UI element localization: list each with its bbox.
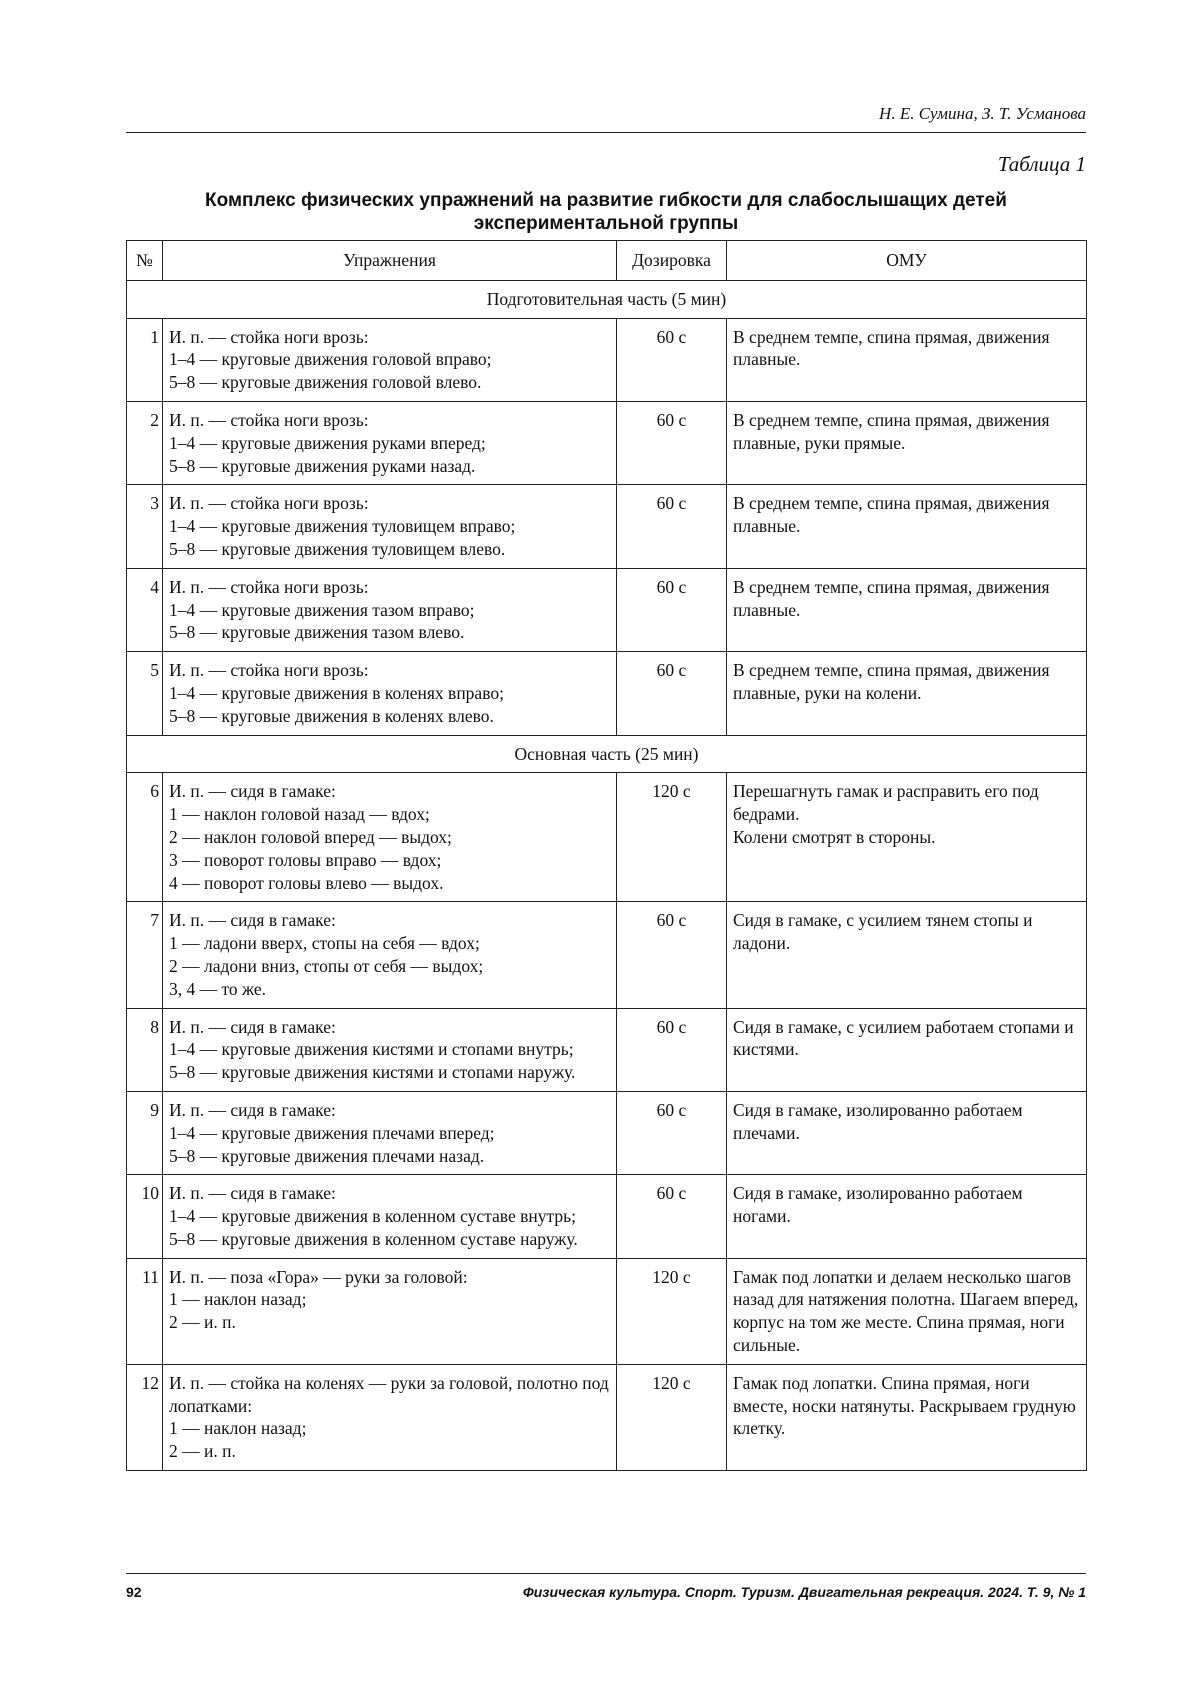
exercise-line: 1–4 — круговые движения в коленном суставе внутрь; [169, 1206, 576, 1227]
omu-line: В среднем темпе, спина прямая, движения плавные. [733, 493, 1050, 537]
exercise-line: 5–8 — круговые движения туловищем влево. [169, 538, 506, 559]
omu-line: В среднем темпе, спина прямая, движения плавные, руки на колени. [733, 660, 1050, 703]
exercise-description [163, 773, 617, 902]
omu-line: В среднем темпе, спина прямая, движения плавные. [733, 326, 1050, 370]
exercise-number: 7 [127, 902, 163, 1008]
section-title: Подготовительная часть (5 мин) [127, 280, 1087, 318]
exercise-line: 5–8 — круговые движения головой влево. [169, 372, 482, 393]
exercise-number: 10 [127, 1175, 163, 1258]
exercise-dose: 60 с [617, 401, 727, 484]
exercise-line: 1–4 — круговые движения руками вперед; [169, 432, 486, 453]
table-body [127, 280, 1087, 1470]
exercise-line: 1–4 — круговые движения в коленях вправо; [169, 682, 504, 703]
exercise-omu [727, 652, 1087, 735]
table-header-row [127, 241, 1087, 281]
exercise-dose: 120 с [617, 773, 727, 902]
exercise-line: 5–8 — круговые движения тазом влево. [169, 622, 465, 643]
exercise-line: 1 — ладони вверх, стопы на себя — вдох; [169, 933, 480, 954]
exercise-line: 5–8 — круговые движения кистями и стопами наружу. [169, 1062, 576, 1083]
exercise-line: И. п. — сидя в гамаке: [169, 1099, 336, 1120]
exercise-number: 2 [127, 401, 163, 484]
exercise-number: 12 [127, 1364, 163, 1470]
exercise-line: И. п. — стойка ноги врозь: [169, 326, 369, 347]
exercise-dose: 60 с [617, 318, 727, 401]
exercise-line: 1 — наклон головой назад — вдох; [169, 804, 430, 825]
table-row [127, 318, 1087, 401]
exercise-dose: 60 с [617, 652, 727, 735]
exercise-line: И. п. — стойка ноги врозь: [169, 660, 369, 681]
exercise-omu [727, 568, 1087, 651]
exercise-line: 5–8 — круговые движения в коленном суставе наружу. [169, 1228, 578, 1249]
exercise-omu [727, 1091, 1087, 1174]
exercise-dose: 120 с [617, 1258, 727, 1364]
table-row [127, 485, 1087, 568]
exercise-dose: 60 с [617, 902, 727, 1008]
exercise-line: И. п. — сидя в гамаке: [169, 1016, 336, 1037]
exercise-omu [727, 1364, 1087, 1470]
table-row [127, 902, 1087, 1008]
exercise-line: 3 — поворот головы вправо — вдох; [169, 849, 442, 870]
exercise-line: 1–4 — круговые движения тазом вправо; [169, 599, 475, 620]
exercise-number: 5 [127, 652, 163, 735]
exercise-dose: 60 с [617, 1091, 727, 1174]
exercise-omu [727, 902, 1087, 1008]
exercise-line: 2 — наклон головой вперед — выдох; [169, 826, 452, 847]
exercise-description [163, 652, 617, 735]
exercise-line: И. п. — сидя в гамаке: [169, 781, 336, 802]
exercise-omu [727, 485, 1087, 568]
section-title: Основная часть (25 мин) [127, 735, 1087, 773]
exercise-description [163, 401, 617, 484]
exercise-dose: 60 с [617, 1175, 727, 1258]
omu-line: В среднем темпе, спина прямая, движения плавные. [733, 576, 1050, 620]
exercise-line: 5–8 — круговые движения в коленях влево. [169, 705, 494, 726]
exercise-omu [727, 401, 1087, 484]
table-row [127, 568, 1087, 651]
exercise-omu [727, 1175, 1087, 1258]
exercise-description [163, 1008, 617, 1091]
exercise-line: И. п. — сидя в гамаке: [169, 910, 336, 931]
omu-line: Гамак под лопатки и делаем несколько шагов назад для натяжения полотна. Шагаем вперед, корпус на том же месте. Спина прямая, ноги сильные. [733, 1266, 1079, 1356]
exercise-line: 4 — поворот головы влево — выдох. [169, 872, 444, 893]
table-row [127, 1175, 1087, 1258]
exercise-line: И. п. — стойка ноги врозь: [169, 409, 369, 430]
column-header-omu: ОМУ [727, 241, 1087, 281]
exercise-number: 6 [127, 773, 163, 902]
exercise-dose: 60 с [617, 1008, 727, 1091]
omu-line: В среднем темпе, спина прямая, движения плавные, руки прямые. [733, 409, 1050, 453]
exercise-line: И. п. — поза «Гора» — руки за головой: [169, 1266, 468, 1287]
table-row [127, 1008, 1087, 1091]
exercise-line: 1–4 — круговые движения туловищем вправо; [169, 516, 516, 537]
exercise-dose: 120 с [617, 1364, 727, 1470]
table-row [127, 401, 1087, 484]
column-header-exercise: Упражнения [163, 241, 617, 281]
exercise-number: 9 [127, 1091, 163, 1174]
omu-line: Сидя в гамаке, с усилием тянем стопы и ладони. [733, 910, 1033, 954]
table-title: Комплекс физических упражнений на развитие гибкости для слабослышащих детей экспериментальной группы [205, 190, 1007, 234]
exercise-description [163, 1091, 617, 1174]
exercise-line: 1 — наклон назад; [169, 1418, 307, 1439]
exercise-number: 11 [127, 1258, 163, 1364]
exercise-line: 2 — и. п. [169, 1312, 236, 1333]
exercise-table [126, 240, 1087, 1471]
table-row [127, 1091, 1087, 1174]
exercise-omu [727, 318, 1087, 401]
exercise-omu [727, 1008, 1087, 1091]
table-label: Таблица 1 [997, 152, 1086, 176]
omu-line: Колени смотрят в стороны. [733, 826, 936, 847]
exercise-omu [727, 1258, 1087, 1364]
exercise-description [163, 1175, 617, 1258]
omu-line: Перешагнуть гамак и расправить его под бедрами. [733, 781, 1039, 825]
footer-divider [126, 1573, 1086, 1574]
exercise-line: 2 — ладони вниз, стопы от себя — выдох; [169, 955, 484, 976]
exercise-number: 4 [127, 568, 163, 651]
exercise-line: И. п. — сидя в гамаке: [169, 1183, 336, 1204]
column-header-num: № [127, 241, 163, 281]
section-row [127, 735, 1087, 773]
omu-line: Сидя в гамаке, изолированно работаем ногами. [733, 1183, 1023, 1227]
omu-line: Гамак под лопатки. Спина прямая, ноги вместе, носки натянуты. Раскрываем грудную клетку. [733, 1372, 1076, 1439]
exercise-description [163, 1258, 617, 1364]
omu-line: Сидя в гамаке, с усилием работаем стопами и кистями. [733, 1016, 1074, 1060]
table-row [127, 1258, 1087, 1364]
exercise-line: 5–8 — круговые движения плечами назад. [169, 1145, 485, 1166]
exercise-line: И. п. — стойка ноги врозь: [169, 493, 369, 514]
exercise-line: 1–4 — круговые движения головой вправо; [169, 349, 492, 370]
omu-line: Сидя в гамаке, изолированно работаем плечами. [733, 1099, 1023, 1143]
column-header-dose: Дозировка [617, 241, 727, 281]
exercise-description [163, 485, 617, 568]
exercise-description [163, 1364, 617, 1470]
exercise-omu [727, 773, 1087, 902]
exercise-line: 3, 4 — то же. [169, 978, 267, 999]
exercise-dose: 60 с [617, 568, 727, 651]
journal-citation: Физическая культура. Спорт. Туризм. Двигательная рекреация. 2024. Т. 9, № 1 [522, 1584, 1086, 1600]
exercise-number: 8 [127, 1008, 163, 1091]
table-row [127, 652, 1087, 735]
table-row [127, 1364, 1087, 1470]
page-number: 92 [126, 1584, 142, 1600]
table-row [127, 773, 1087, 902]
running-head-authors: Н. Е. Сумина, З. Т. Усманова [879, 104, 1086, 123]
section-row [127, 280, 1087, 318]
exercise-number: 3 [127, 485, 163, 568]
exercise-line: И. п. — стойка ноги врозь: [169, 576, 369, 597]
header-divider [126, 132, 1086, 133]
exercise-line: И. п. — стойка на коленях — руки за головой, полотно под лопатками: [169, 1372, 609, 1416]
exercise-line: 1–4 — круговые движения плечами вперед; [169, 1122, 495, 1143]
exercise-line: 2 — и. п. [169, 1441, 236, 1462]
exercise-line: 5–8 — круговые движения руками назад. [169, 455, 476, 476]
exercise-number: 1 [127, 318, 163, 401]
exercise-description [163, 902, 617, 1008]
exercise-line: 1 — наклон назад; [169, 1289, 307, 1310]
exercise-description [163, 568, 617, 651]
exercise-description [163, 318, 617, 401]
exercise-dose: 60 с [617, 485, 727, 568]
exercise-line: 1–4 — круговые движения кистями и стопами внутрь; [169, 1039, 574, 1060]
